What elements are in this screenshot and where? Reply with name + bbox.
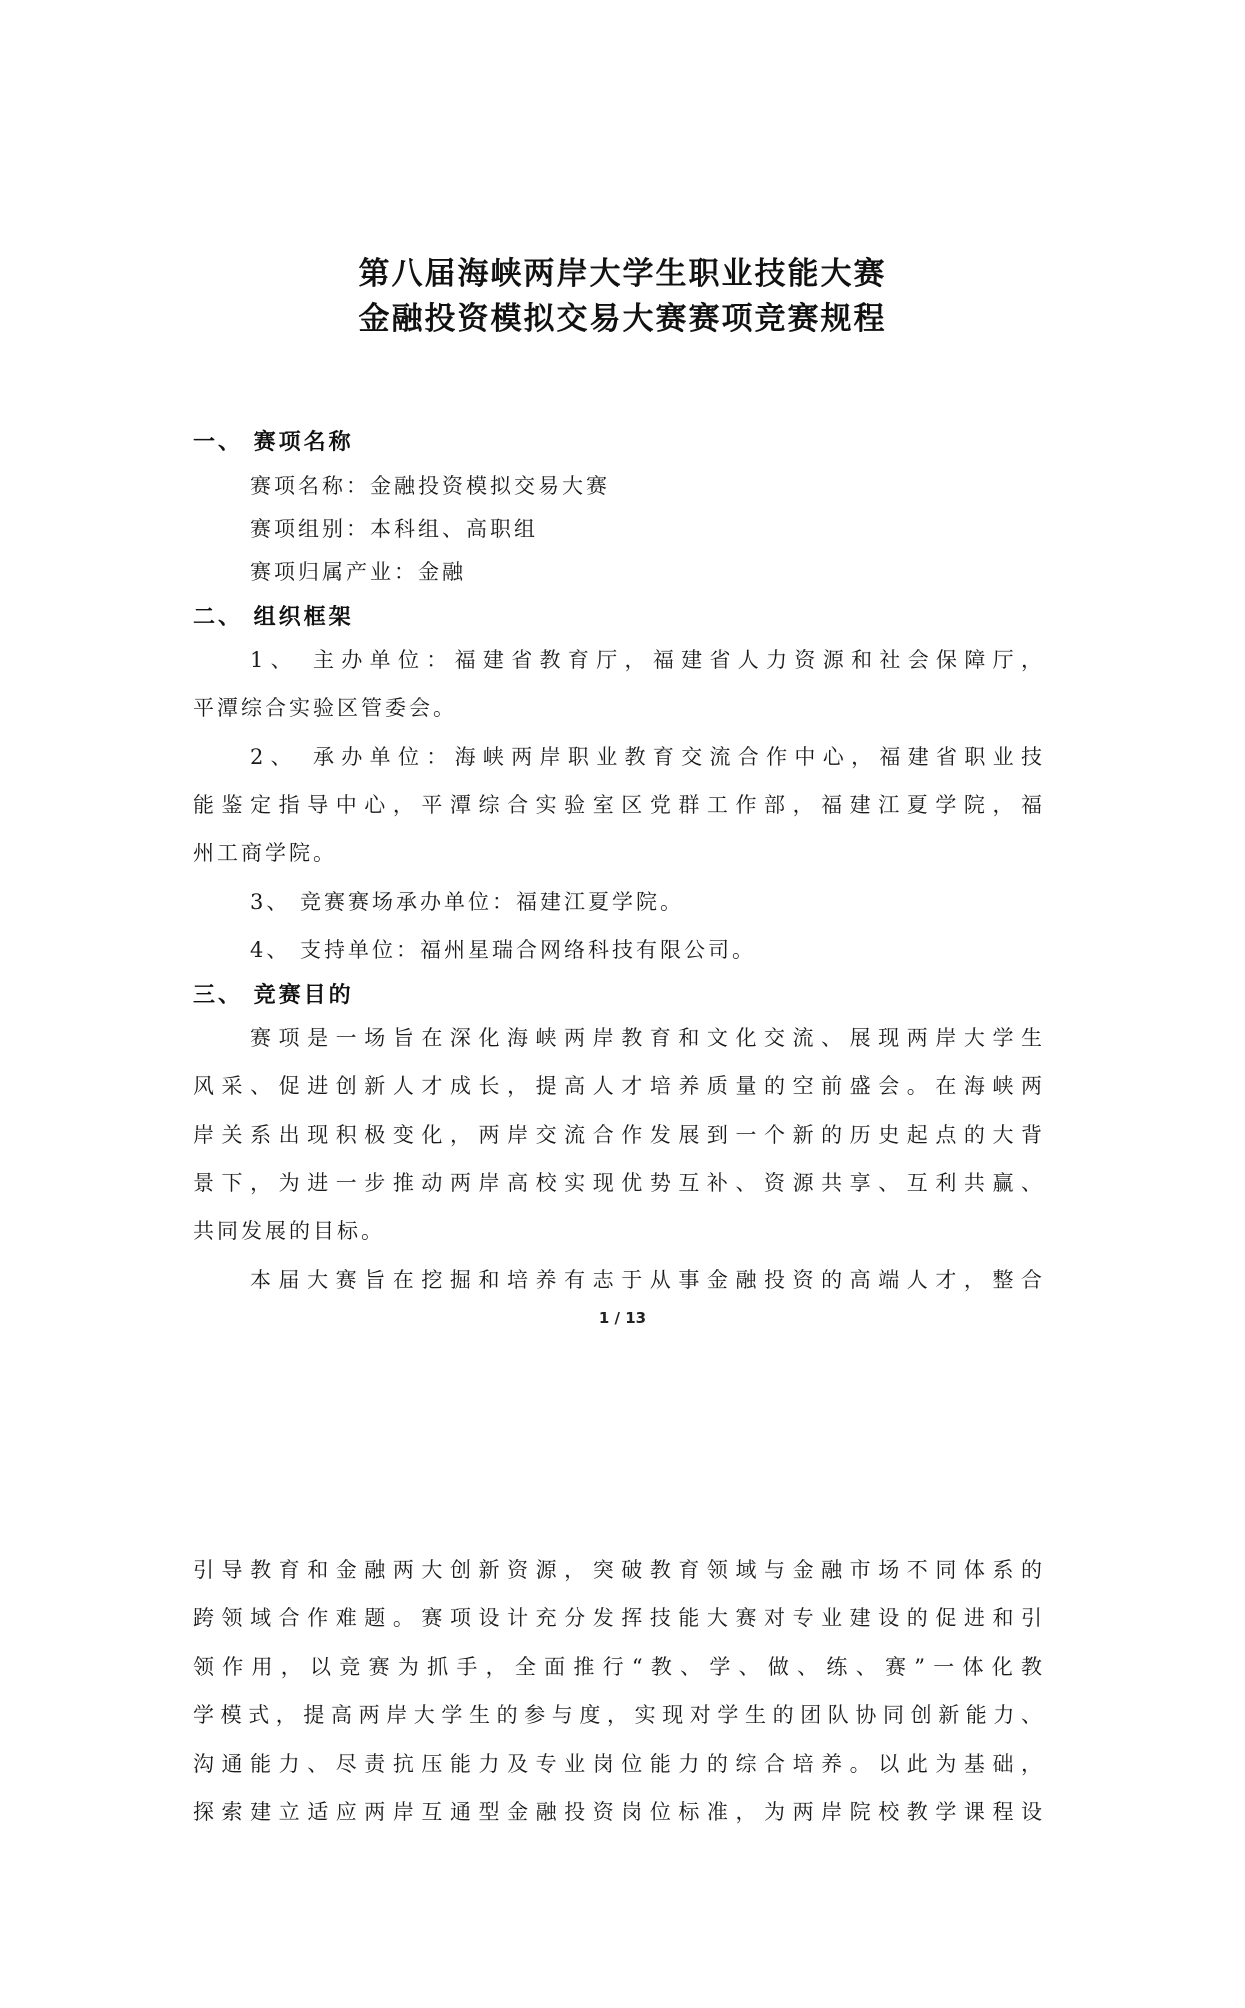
section-3-para-1-line: 岸关系出现积极变化，两岸交流合作发展到一个新的历史起点的大背 xyxy=(193,1123,1045,1147)
section-2-item-2-line-3: 州工商学院。 xyxy=(193,841,337,865)
document-title-line-1: 第八届海峡两岸大学生职业技能大赛 xyxy=(358,256,887,292)
section-2-item-1-line-1: 1、 主办单位：福建省教育厅，福建省人力资源和社会保障厅， xyxy=(250,648,1045,672)
section-2-heading: 二、 组织框架 xyxy=(193,605,354,630)
section-2-item-3: 3、 竞赛赛场承办单位：福建江夏学院。 xyxy=(250,890,685,914)
section-1-heading: 一、 赛项名称 xyxy=(193,430,354,455)
section-3-para-1-line: 风采、促进创新人才成长，提高人才培养质量的空前盛会。在海峡两 xyxy=(193,1074,1045,1098)
section-1-item: 赛项归属产业：金融 xyxy=(250,560,466,584)
page-2-body-line: 领作用，以竞赛为抓手，全面推行“教、学、做、练、赛”一体化教 xyxy=(193,1655,1045,1679)
page-number: 1 / 13 xyxy=(598,1309,647,1327)
document-title-line-2: 金融投资模拟交易大赛赛项竞赛规程 xyxy=(358,301,887,337)
section-2-item-2-line-1: 2、 承办单位：海峡两岸职业教育交流合作中心，福建省职业技 xyxy=(250,745,1045,769)
page-2-body-line: 沟通能力、尽责抗压能力及专业岗位能力的综合培养。以此为基础， xyxy=(193,1752,1045,1776)
section-3-heading: 三、 竞赛目的 xyxy=(193,983,354,1008)
section-3-para-2-line-1: 本届大赛旨在挖掘和培养有志于从事金融投资的高端人才，整合 xyxy=(250,1268,1045,1292)
page-2-body-line: 跨领域合作难题。赛项设计充分发挥技能大赛对专业建设的促进和引 xyxy=(193,1606,1045,1630)
section-3-para-1-line: 赛项是一场旨在深化海峡两岸教育和文化交流、展现两岸大学生 xyxy=(250,1026,1045,1050)
page-2-body-line: 探索建立适应两岸互通型金融投资岗位标准，为两岸院校教学课程设 xyxy=(193,1800,1045,1824)
section-2-item-4: 4、 支持单位：福州星瑞合网络科技有限公司。 xyxy=(250,938,757,962)
section-1-item: 赛项名称：金融投资模拟交易大赛 xyxy=(250,474,610,498)
section-1-item: 赛项组别：本科组、高职组 xyxy=(250,517,538,541)
section-2-item-1-line-2: 平潭综合实验区管委会。 xyxy=(193,696,457,720)
section-2-item-2-line-2: 能鉴定指导中心，平潭综合实验室区党群工作部，福建江夏学院，福 xyxy=(193,793,1045,817)
section-3-para-1-line: 景下，为进一步推动两岸高校实现优势互补、资源共享、互利共赢、 xyxy=(193,1171,1045,1195)
page-2-body-line: 学模式，提高两岸大学生的参与度，实现对学生的团队协同创新能力、 xyxy=(193,1703,1045,1727)
section-3-para-1-line: 共同发展的目标。 xyxy=(193,1219,385,1243)
page-2-body-line: 引导教育和金融两大创新资源，突破教育领域与金融市场不同体系的 xyxy=(193,1558,1045,1582)
